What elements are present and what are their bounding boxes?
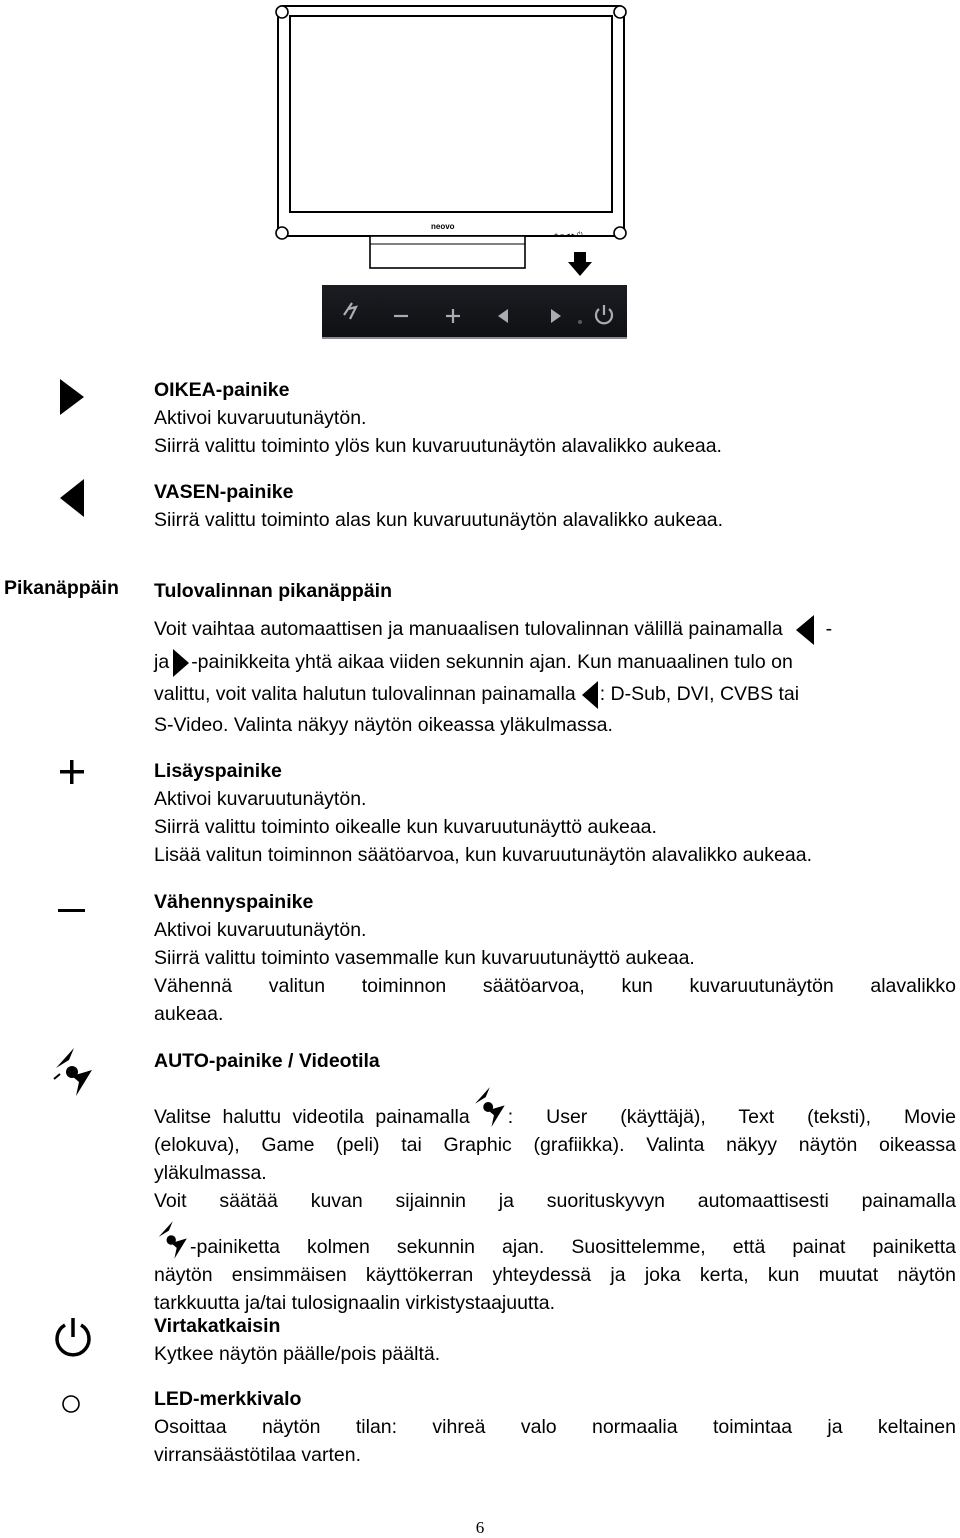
left-arrow-icon — [794, 613, 816, 647]
section-line: Valitse haluttu videotila painamalla : User (käyttäjä), Text (teksti), Movie — [154, 1085, 956, 1131]
section-line: valittu, voit valita halutun tulovalinnan painamalla : D-Sub, DVI, CVBS tai — [154, 679, 956, 711]
section-title: Vähennyspainike — [154, 891, 314, 913]
plus-icon — [446, 309, 460, 323]
section-line: näytön ensimmäisen käyttökerran yhteydessä ja joka kerta, kun muutat näytön — [154, 1264, 956, 1286]
monitor-illustration — [270, 0, 640, 290]
section-line: Aktivoi kuvaruutunäytön. — [154, 919, 367, 941]
section-line: aukeaa. — [154, 1003, 224, 1025]
svg-text:+ − ◂ ▸ ⏻: + − ◂ ▸ ⏻ — [554, 232, 583, 239]
section-right — [154, 376, 956, 460]
section-line: S-Video. Valinta näkyy näytön oikeassa yläkulmassa. — [154, 714, 613, 736]
section-minus — [154, 888, 956, 1028]
section-line: Siirrä valittu toiminto oikealle kun kuvaruutunäyttö aukeaa. — [154, 816, 657, 838]
section-line: Vähennä valitun toiminnon säätöarvoa, kun kuvaruutunäytön alavalikko — [154, 975, 956, 997]
section-line: Siirrä valittu toiminto alas kun kuvaruutunäytön alavalikko aukeaa. — [154, 509, 724, 531]
led-indicator-icon — [61, 1394, 81, 1414]
section-line: -painiketta kolmen sekunnin ajan. Suosittelemme, että painat painiketta — [154, 1219, 956, 1261]
hotkey-side-label: Pikanäppäin — [4, 577, 119, 599]
section-line: Siirrä valittu toiminto vasemmalle kun kuvaruutunäyttö aukeaa. — [154, 947, 695, 969]
section-title: LED-merkkivalo — [154, 1388, 302, 1410]
section-line: Siirrä valittu toiminto ylös kun kuvaruutunäytön alavalikko aukeaa. — [154, 435, 722, 457]
power-icon — [52, 1316, 94, 1358]
section-title: AUTO-painike / Videotila — [154, 1050, 380, 1072]
minus-icon — [58, 906, 86, 916]
auto-video-icon — [344, 303, 356, 319]
auto-video-icon — [154, 1219, 190, 1261]
right-arrow-icon — [58, 377, 86, 417]
left-arrow-icon — [58, 477, 86, 519]
section-plus — [154, 757, 956, 869]
section-line: tarkkuutta ja/tai tulosignaalin virkistystaajuutta. — [154, 1292, 556, 1314]
section-hotkey — [154, 577, 956, 739]
plus-icon — [58, 758, 86, 786]
auto-video-icon — [470, 1085, 508, 1129]
section-led — [154, 1385, 956, 1469]
section-line: Aktivoi kuvaruutunäytön. — [154, 788, 367, 810]
section-line: ja -painikkeita yhtä aikaa viiden sekunnin ajan. Kun manuaalinen tulo on — [154, 647, 956, 679]
right-arrow-icon — [551, 309, 561, 323]
page-number: 6 — [475, 1518, 485, 1537]
section-title: Virtakatkaisin — [154, 1315, 281, 1337]
section-line: Voit säätää kuvan sijainnin ja suorituskyvyn automaattisesti painamalla — [154, 1190, 956, 1212]
section-line: Aktivoi kuvaruutunäytön. — [154, 407, 367, 429]
section-line: Lisää valitun toiminnon säätöarvoa, kun kuvaruutunäytön alavalikko aukeaa. — [154, 844, 813, 866]
section-line: Osoittaa näytön tilan: vihreä valo normaalia toimintaa ja keltainen — [154, 1416, 956, 1438]
section-line: Kytkee näytön päälle/pois päältä. — [154, 1343, 441, 1365]
section-left — [154, 478, 956, 534]
section-line: Voit vaihtaa automaattisen ja manuaalisen tulovalinnan välillä painamalla - — [154, 613, 956, 647]
section-title: Tulovalinnan pikanäppäin — [154, 580, 392, 602]
section-title: VASEN-painike — [154, 481, 294, 503]
section-line: yläkulmassa. — [154, 1162, 267, 1184]
section-line: (elokuva), Game (peli) tai Graphic (grafiikka). Valinta näkyy näytön oikeassa — [154, 1134, 956, 1156]
power-icon — [596, 305, 612, 323]
section-title: OIKEA-painike — [154, 379, 290, 401]
auto-video-icon — [50, 1046, 96, 1098]
button-panel — [322, 285, 627, 339]
right-arrow-icon — [171, 647, 191, 679]
section-auto — [154, 1047, 956, 1317]
brand-logo: neovo — [431, 222, 455, 231]
section-title: Lisäyspainike — [154, 760, 282, 782]
section-line: virransäästötilaa varten. — [154, 1444, 362, 1466]
section-power — [154, 1312, 956, 1368]
left-arrow-icon — [580, 679, 600, 711]
